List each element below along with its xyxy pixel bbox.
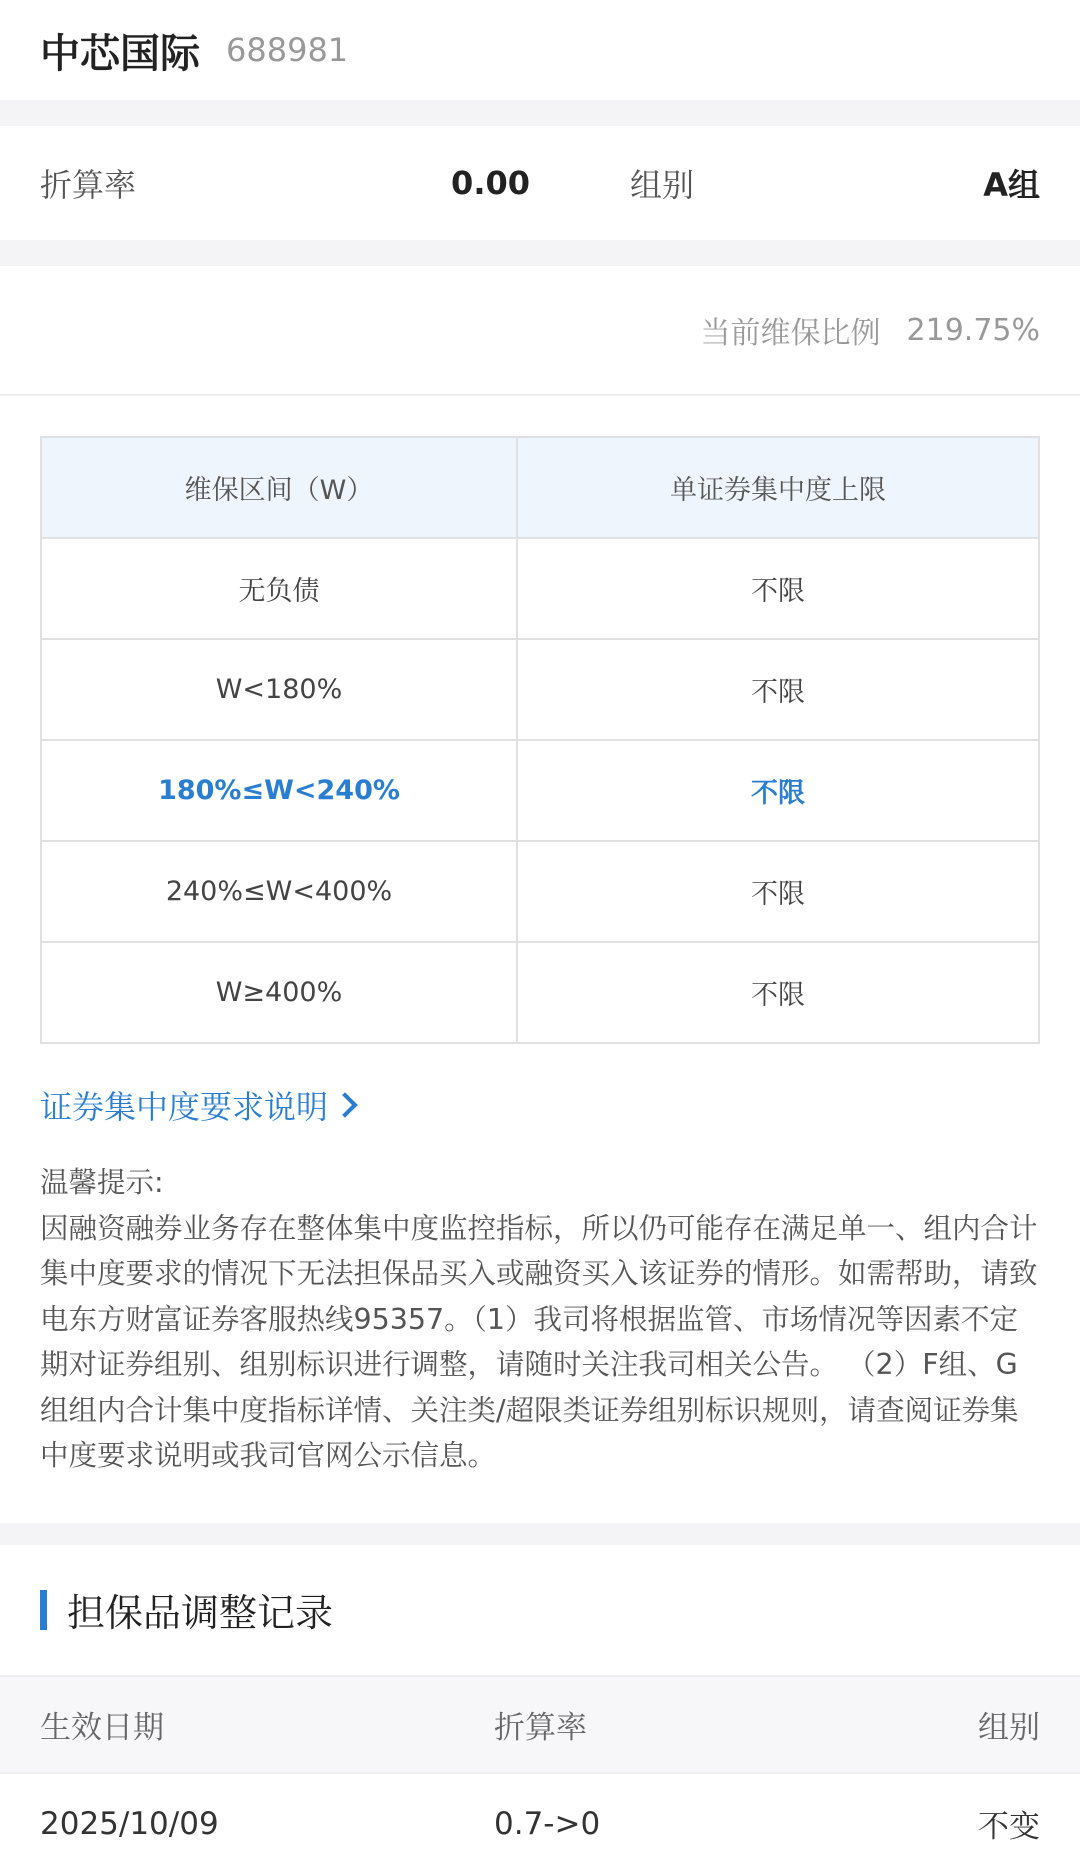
- stock-name: 中芯国际: [40, 30, 200, 77]
- record-date: 2025/10/09: [40, 1805, 219, 1842]
- link-label: 证券集中度要求说明: [40, 1088, 329, 1126]
- range-cell: 180%≤W<240%: [41, 740, 517, 841]
- tips-body: 因融资融券业务存在整体集中度监控指标，所以仍可能存在满足单一、组内合计集中度要求的情况下无法担保品买入或融资买入该证券的情形。如需帮助，请致电东方财富证券客服热线95357。（1）我司将根据监管、市场情况等因素不定期对证券组别、组别标识进行调整，请随时关注我司相关公告。 （2）F组、G组组内合计集中度指标详情、关注类/超限类证券组别标识规则，请查阅证券集中度要求说明或我司官网公示信息。: [40, 1211, 1038, 1472]
- divider: [0, 240, 1080, 266]
- limit-cell: 不限: [517, 639, 1039, 740]
- range-cell: 240%≤W<400%: [41, 841, 517, 942]
- group-label: 组别: [630, 166, 695, 204]
- limit-cell: 不限: [517, 841, 1039, 942]
- rate-group-row: [0, 126, 1080, 240]
- records-header-rate: 折算率: [494, 1709, 587, 1746]
- records-header-row: [0, 1675, 1080, 1772]
- records-title: 担保品调整记录: [67, 1591, 334, 1635]
- table-row: [41, 639, 1039, 740]
- title-accent-bar: [40, 1590, 47, 1630]
- divider: [0, 1523, 1080, 1545]
- records-section-title: [0, 1545, 1080, 1675]
- range-cell: W≥400%: [41, 942, 517, 1043]
- records-header-group: 组别: [978, 1709, 1040, 1746]
- stock-header: [0, 0, 1080, 100]
- record-group: 不变: [978, 1809, 1040, 1845]
- table-row: [41, 841, 1039, 942]
- tips-section: [0, 1132, 1080, 1479]
- maintenance-ratio-row: [0, 266, 1080, 396]
- chevron-right-icon: [332, 1092, 357, 1117]
- record-rate: 0.7->0: [494, 1805, 601, 1842]
- table-row-current: [41, 740, 1039, 841]
- limit-cell: 不限: [517, 538, 1039, 639]
- concentration-requirements-link[interactable]: [0, 1078, 1080, 1132]
- table-row: [41, 942, 1039, 1043]
- tips-title: 温馨提示:: [40, 1166, 164, 1199]
- concentration-table: [40, 436, 1040, 1044]
- divider: [0, 100, 1080, 126]
- range-cell: 无负债: [41, 538, 517, 639]
- group-value: A组: [983, 166, 1040, 204]
- range-cell: W<180%: [41, 639, 517, 740]
- record-row: [0, 1772, 1080, 1874]
- limit-cell: 不限: [517, 740, 1039, 841]
- limit-cell: 不限: [517, 942, 1039, 1043]
- table-header-row: [41, 437, 1039, 538]
- rate-value: 0.00: [451, 164, 530, 202]
- maintenance-ratio-label: 当前维保比例: [700, 316, 881, 351]
- stock-code: 688981: [226, 31, 349, 69]
- maintenance-ratio-value: 219.75%: [906, 312, 1040, 348]
- table-header-range: 维保区间（W）: [41, 437, 517, 538]
- records-header-date: 生效日期: [40, 1709, 164, 1746]
- table-row: [41, 538, 1039, 639]
- table-header-limit: 单证券集中度上限: [517, 437, 1039, 538]
- rate-label: 折算率: [40, 166, 137, 204]
